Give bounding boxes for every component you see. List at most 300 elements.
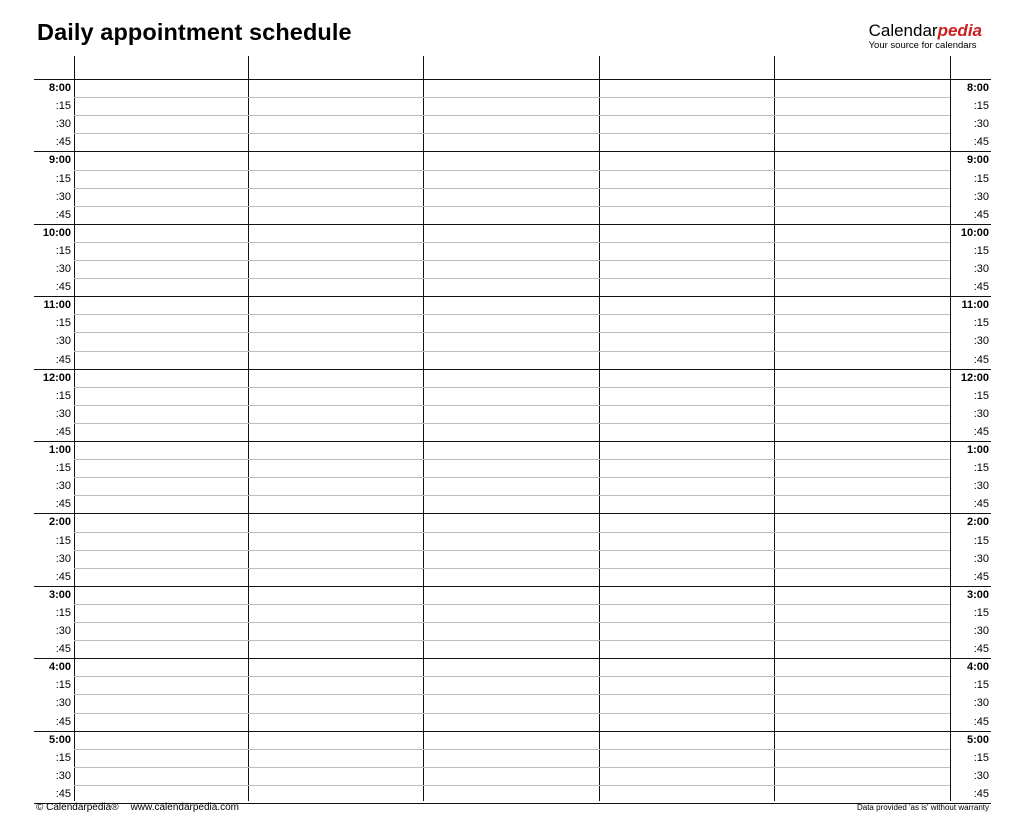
column-divider [599, 56, 600, 801]
quarter-label-left: :30 [55, 190, 71, 203]
appointment-slot[interactable] [250, 587, 422, 603]
appointment-slot[interactable] [425, 333, 598, 349]
appointment-slot[interactable] [76, 768, 247, 784]
appointment-slot[interactable] [776, 279, 949, 295]
schedule-grid [34, 56, 991, 801]
footer-copyright: © Calendarpedia® [36, 802, 119, 813]
appointment-slot[interactable] [425, 297, 598, 313]
appointment-slot[interactable] [250, 424, 422, 440]
quarter-label-right: :15 [973, 462, 989, 475]
column-divider [423, 56, 424, 801]
quarter-label-right: :15 [973, 534, 989, 547]
column-divider [74, 56, 75, 801]
hour-label-right: 5:00 [966, 733, 989, 746]
quarter-label-right: :30 [973, 263, 989, 275]
appointment-slot[interactable] [250, 189, 422, 205]
appointment-slot[interactable] [776, 786, 949, 802]
column-divider [950, 56, 951, 801]
hour-label-right: 8:00 [966, 82, 989, 94]
appointment-slot[interactable] [776, 533, 949, 549]
quarter-label-left: :30 [55, 118, 71, 131]
quarter-label-right: :45 [973, 208, 989, 221]
appointment-slot[interactable] [601, 80, 773, 96]
appointment-slot[interactable] [250, 80, 422, 96]
appointment-slot[interactable] [425, 551, 598, 567]
quarter-label-left: :30 [55, 480, 71, 493]
appointment-slot[interactable] [425, 189, 598, 205]
hour-label-left: 1:00 [48, 444, 71, 456]
hour-label-left: 4:00 [48, 661, 71, 674]
appointment-slot[interactable] [425, 677, 598, 693]
appointment-slot[interactable] [425, 478, 598, 494]
quarter-label-left: :30 [55, 407, 71, 420]
appointment-slot[interactable] [425, 225, 598, 241]
quarter-label-right: :45 [973, 136, 989, 149]
appointment-slot[interactable] [76, 261, 247, 277]
appointment-slot[interactable] [601, 732, 773, 748]
appointment-slot[interactable] [76, 677, 247, 693]
quarter-label-left: :30 [55, 263, 71, 275]
appointment-slot[interactable] [601, 243, 773, 259]
appointment-slot[interactable] [76, 460, 247, 476]
quarter-label-right: :15 [973, 606, 989, 619]
appointment-slot[interactable] [776, 406, 949, 422]
appointment-slot[interactable] [425, 768, 598, 784]
appointment-slot[interactable] [250, 496, 422, 512]
appointment-slot[interactable] [425, 243, 598, 259]
appointment-slot[interactable] [250, 388, 422, 404]
page-title: Daily appointment schedule [37, 19, 352, 45]
brand-tagline: Your source for calendars [868, 40, 977, 51]
appointment-slot[interactable] [776, 514, 949, 530]
appointment-slot[interactable] [776, 315, 949, 331]
appointment-slot[interactable] [250, 261, 422, 277]
column-header-cell[interactable] [425, 56, 598, 77]
appointment-slot[interactable] [76, 641, 247, 657]
hour-label-right: 4:00 [966, 661, 989, 674]
quarter-label-left: :45 [55, 208, 71, 221]
appointment-slot[interactable] [425, 659, 598, 675]
quarter-label-left: :30 [55, 697, 71, 710]
appointment-slot[interactable] [425, 533, 598, 549]
appointment-slot[interactable] [425, 623, 598, 639]
column-divider [248, 56, 249, 801]
appointment-slot[interactable] [425, 514, 598, 530]
quarter-label-left: :15 [55, 606, 71, 619]
appointment-slot[interactable] [601, 659, 773, 675]
appointment-slot[interactable] [601, 460, 773, 476]
appointment-slot[interactable] [250, 370, 422, 386]
appointment-slot[interactable] [776, 732, 949, 748]
quarter-label-right: :30 [973, 480, 989, 493]
appointment-slot[interactable] [601, 442, 773, 458]
appointment-slot[interactable] [601, 116, 773, 132]
appointment-slot[interactable] [601, 750, 773, 766]
quarter-label-right: :30 [973, 625, 989, 637]
appointment-slot[interactable] [76, 297, 247, 313]
appointment-slot[interactable] [425, 460, 598, 476]
hour-label-right: 11:00 [961, 299, 989, 312]
appointment-slot[interactable] [776, 478, 949, 494]
column-header-cell[interactable] [601, 56, 773, 77]
quarter-label-right: :15 [973, 679, 989, 692]
appointment-slot[interactable] [250, 768, 422, 784]
quarter-label-right: :30 [973, 118, 989, 131]
appointment-slot[interactable] [776, 496, 949, 512]
appointment-slot[interactable] [250, 551, 422, 567]
appointment-slot[interactable] [776, 695, 949, 711]
appointment-slot[interactable] [250, 134, 422, 150]
appointment-slot[interactable] [601, 424, 773, 440]
appointment-slot[interactable] [776, 297, 949, 313]
appointment-slot[interactable] [776, 677, 949, 693]
appointment-slot[interactable] [776, 243, 949, 259]
appointment-slot[interactable] [776, 225, 949, 241]
appointment-slot[interactable] [601, 551, 773, 567]
appointment-slot[interactable] [776, 189, 949, 205]
appointment-slot[interactable] [425, 171, 598, 187]
brand-logo [869, 22, 982, 51]
quarter-label-right: :30 [973, 697, 989, 710]
appointment-slot[interactable] [425, 207, 598, 223]
column-header-cell[interactable] [776, 56, 949, 77]
quarter-label-left: :45 [55, 715, 71, 728]
appointment-slot[interactable] [776, 261, 949, 277]
appointment-slot[interactable] [76, 370, 247, 386]
appointment-slot[interactable] [776, 424, 949, 440]
appointment-slot[interactable] [250, 695, 422, 711]
appointment-slot[interactable] [250, 152, 422, 168]
quarter-label-right: :30 [973, 335, 989, 348]
quarter-label-right: :15 [973, 389, 989, 402]
appointment-slot[interactable] [76, 80, 247, 96]
footer-disclaimer: Data provided 'as is' without warranty [856, 803, 989, 812]
quarter-label-right: :15 [973, 317, 989, 330]
hour-label-right: 10:00 [960, 226, 989, 239]
appointment-slot[interactable] [76, 189, 247, 205]
hour-label-left: 2:00 [48, 516, 71, 529]
quarter-label-right: :45 [973, 281, 989, 294]
appointment-slot[interactable] [425, 116, 598, 132]
hour-label-left: 11:00 [43, 299, 71, 312]
appointment-slot[interactable] [250, 786, 422, 802]
appointment-slot[interactable] [250, 514, 422, 530]
appointment-slot[interactable] [76, 279, 247, 295]
column-header-cell[interactable] [250, 56, 422, 77]
appointment-slot[interactable] [601, 315, 773, 331]
quarter-label-left: :45 [55, 353, 71, 366]
appointment-slot[interactable] [76, 134, 247, 150]
appointment-slot[interactable] [601, 370, 773, 386]
appointment-slot[interactable] [425, 98, 598, 114]
appointment-slot[interactable] [250, 659, 422, 675]
quarter-label-left: :30 [55, 335, 71, 348]
appointment-slot[interactable] [601, 623, 773, 639]
appointment-slot[interactable] [425, 786, 598, 802]
appointment-slot[interactable] [76, 659, 247, 675]
appointment-slot[interactable] [776, 659, 949, 675]
appointment-slot[interactable] [601, 152, 773, 168]
appointment-slot[interactable] [425, 261, 598, 277]
appointment-slot[interactable] [76, 750, 247, 766]
appointment-slot[interactable] [776, 768, 949, 784]
appointment-slot[interactable] [76, 514, 247, 530]
quarter-label-right: :45 [973, 643, 989, 656]
appointment-slot[interactable] [250, 460, 422, 476]
appointment-slot[interactable] [776, 352, 949, 368]
appointment-slot[interactable] [76, 533, 247, 549]
quarter-label-right: :30 [973, 190, 989, 203]
appointment-slot[interactable] [76, 315, 247, 331]
appointment-slot[interactable] [601, 134, 773, 150]
hour-label-left: 9:00 [48, 154, 71, 167]
appointment-slot[interactable] [250, 116, 422, 132]
appointment-slot[interactable] [601, 388, 773, 404]
quarter-label-right: :45 [973, 715, 989, 728]
appointment-slot[interactable] [76, 587, 247, 603]
appointment-slot[interactable] [76, 714, 247, 730]
appointment-slot[interactable] [425, 370, 598, 386]
appointment-slot[interactable] [776, 388, 949, 404]
quarter-label-left: :45 [55, 498, 71, 511]
quarter-label-left: :15 [55, 244, 71, 257]
quarter-label-right: :30 [973, 407, 989, 420]
appointment-slot[interactable] [250, 315, 422, 331]
quarter-label-left: :45 [55, 136, 71, 149]
appointment-slot[interactable] [776, 569, 949, 585]
appointment-slot[interactable] [250, 605, 422, 621]
appointment-slot[interactable] [250, 243, 422, 259]
quarter-label-right: :30 [973, 552, 989, 565]
appointment-slot[interactable] [76, 171, 247, 187]
quarter-label-left: :15 [55, 534, 71, 547]
quarter-label-left: :15 [55, 679, 71, 692]
appointment-slot[interactable] [601, 695, 773, 711]
appointment-slot[interactable] [601, 478, 773, 494]
appointment-slot[interactable] [425, 641, 598, 657]
appointment-slot[interactable] [250, 442, 422, 458]
hour-label-left: 10:00 [42, 226, 71, 239]
appointment-slot[interactable] [601, 98, 773, 114]
quarter-label-right: :45 [973, 498, 989, 511]
appointment-slot[interactable] [601, 189, 773, 205]
appointment-slot[interactable] [776, 460, 949, 476]
quarter-label-left: :45 [55, 425, 71, 438]
appointment-slot[interactable] [250, 569, 422, 585]
appointment-slot[interactable] [601, 641, 773, 657]
appointment-slot[interactable] [425, 695, 598, 711]
appointment-slot[interactable] [250, 623, 422, 639]
appointment-slot[interactable] [601, 352, 773, 368]
appointment-slot[interactable] [250, 406, 422, 422]
appointment-slot[interactable] [776, 714, 949, 730]
appointment-slot[interactable] [76, 732, 247, 748]
appointment-slot[interactable] [776, 207, 949, 223]
quarter-label-right: :45 [973, 353, 989, 366]
appointment-slot[interactable] [76, 424, 247, 440]
quarter-label-left: :30 [55, 625, 71, 637]
appointment-slot[interactable] [601, 677, 773, 693]
appointment-slot[interactable] [776, 152, 949, 168]
appointment-slot[interactable] [776, 80, 949, 96]
appointment-slot[interactable] [76, 551, 247, 567]
appointment-slot[interactable] [76, 605, 247, 621]
quarter-label-right: :15 [973, 172, 989, 185]
appointment-slot[interactable] [76, 152, 247, 168]
appointment-slot[interactable] [601, 714, 773, 730]
appointment-slot[interactable] [250, 478, 422, 494]
quarter-label-left: :45 [55, 787, 71, 800]
appointment-slot[interactable] [425, 152, 598, 168]
appointment-slot[interactable] [601, 171, 773, 187]
brand-name-accent: pedia [937, 21, 982, 40]
quarter-label-right: :45 [973, 425, 989, 438]
appointment-slot[interactable] [425, 496, 598, 512]
appointment-slot[interactable] [250, 297, 422, 313]
appointment-slot[interactable] [425, 442, 598, 458]
appointment-slot[interactable] [776, 750, 949, 766]
appointment-slot[interactable] [601, 496, 773, 512]
appointment-slot[interactable] [76, 207, 247, 223]
appointment-slot[interactable] [776, 116, 949, 132]
appointment-slot[interactable] [250, 352, 422, 368]
appointment-slot[interactable] [776, 134, 949, 150]
appointment-slot[interactable] [601, 768, 773, 784]
appointment-slot[interactable] [76, 406, 247, 422]
quarter-label-left: :15 [55, 172, 71, 185]
appointment-slot[interactable] [425, 569, 598, 585]
appointment-slot[interactable] [76, 496, 247, 512]
appointment-slot[interactable] [601, 587, 773, 603]
quarter-label-left: :15 [55, 317, 71, 330]
hour-label-right: 3:00 [966, 588, 989, 601]
appointment-slot[interactable] [776, 587, 949, 603]
appointment-slot[interactable] [425, 406, 598, 422]
appointment-slot[interactable] [425, 424, 598, 440]
quarter-label-left: :15 [55, 751, 71, 764]
appointment-slot[interactable] [425, 315, 598, 331]
appointment-slot[interactable] [776, 641, 949, 657]
appointment-slot[interactable] [601, 225, 773, 241]
hour-label-right: 1:00 [966, 444, 989, 456]
appointment-slot[interactable] [601, 406, 773, 422]
appointment-slot[interactable] [425, 732, 598, 748]
appointment-slot[interactable] [601, 514, 773, 530]
quarter-label-right: :15 [973, 100, 989, 113]
hour-label-left: 5:00 [48, 733, 71, 746]
appointment-slot[interactable] [776, 98, 949, 114]
column-divider [774, 56, 775, 801]
appointment-slot[interactable] [425, 352, 598, 368]
appointment-slot[interactable] [250, 333, 422, 349]
appointment-slot[interactable] [76, 478, 247, 494]
appointment-slot[interactable] [250, 641, 422, 657]
appointment-slot[interactable] [776, 333, 949, 349]
quarter-label-left: :30 [55, 769, 71, 782]
appointment-slot[interactable] [250, 225, 422, 241]
appointment-slot[interactable] [76, 225, 247, 241]
quarter-label-right: :45 [973, 787, 989, 800]
quarter-label-left: :15 [55, 100, 71, 113]
hour-label-left: 8:00 [48, 82, 71, 94]
appointment-slot[interactable] [601, 333, 773, 349]
appointment-slot[interactable] [601, 569, 773, 585]
appointment-slot[interactable] [76, 388, 247, 404]
appointment-slot[interactable] [76, 442, 247, 458]
appointment-slot[interactable] [425, 279, 598, 295]
hour-label-right: 9:00 [966, 154, 989, 167]
appointment-slot[interactable] [425, 750, 598, 766]
hour-label-right: 2:00 [966, 516, 989, 529]
appointment-slot[interactable] [76, 333, 247, 349]
appointment-slot[interactable] [776, 605, 949, 621]
appointment-slot[interactable] [425, 714, 598, 730]
appointment-slot[interactable] [250, 732, 422, 748]
brand-name [869, 22, 982, 40]
quarter-label-left: :30 [55, 552, 71, 565]
quarter-label-left: :45 [55, 281, 71, 294]
brand-name-plain: Calendar [868, 21, 938, 40]
appointment-slot[interactable] [776, 442, 949, 458]
appointment-slot[interactable] [76, 243, 247, 259]
appointment-slot[interactable] [76, 352, 247, 368]
column-header-cell[interactable] [76, 56, 247, 77]
quarter-label-left: :45 [55, 570, 71, 583]
appointment-slot[interactable] [425, 605, 598, 621]
appointment-slot[interactable] [776, 370, 949, 386]
appointment-slot[interactable] [776, 623, 949, 639]
appointment-slot[interactable] [425, 388, 598, 404]
appointment-slot[interactable] [425, 134, 598, 150]
appointment-slot[interactable] [425, 587, 598, 603]
appointment-slot[interactable] [601, 786, 773, 802]
appointment-slot[interactable] [76, 569, 247, 585]
quarter-label-left: :45 [55, 643, 71, 656]
appointment-slot[interactable] [250, 98, 422, 114]
appointment-slot[interactable] [76, 623, 247, 639]
appointment-slot[interactable] [776, 551, 949, 567]
appointment-slot[interactable] [76, 116, 247, 132]
quarter-label-right: :15 [973, 751, 989, 764]
appointment-slot[interactable] [601, 261, 773, 277]
appointment-slot[interactable] [76, 98, 247, 114]
appointment-slot[interactable] [601, 279, 773, 295]
quarter-label-left: :15 [55, 389, 71, 402]
appointment-slot[interactable] [250, 714, 422, 730]
appointment-slot[interactable] [250, 279, 422, 295]
appointment-slot[interactable] [76, 786, 247, 802]
quarter-label-right: :45 [973, 570, 989, 583]
appointment-slot[interactable] [601, 605, 773, 621]
appointment-slot[interactable] [250, 750, 422, 766]
quarter-label-right: :15 [973, 244, 989, 257]
hour-label-left: 12:00 [42, 371, 71, 384]
hour-label-left: 3:00 [48, 588, 71, 601]
appointment-slot[interactable] [250, 533, 422, 549]
appointment-slot[interactable] [425, 80, 598, 96]
quarter-label-right: :30 [973, 769, 989, 782]
appointment-slot[interactable] [250, 171, 422, 187]
footer-credits [36, 802, 239, 813]
appointment-slot[interactable] [601, 297, 773, 313]
appointment-slot[interactable] [250, 677, 422, 693]
appointment-slot[interactable] [250, 207, 422, 223]
appointment-slot[interactable] [76, 695, 247, 711]
appointment-slot[interactable] [601, 207, 773, 223]
footer-website-link[interactable]: www.calendarpedia.com [130, 802, 239, 813]
appointment-slot[interactable] [601, 533, 773, 549]
appointment-slot[interactable] [776, 171, 949, 187]
